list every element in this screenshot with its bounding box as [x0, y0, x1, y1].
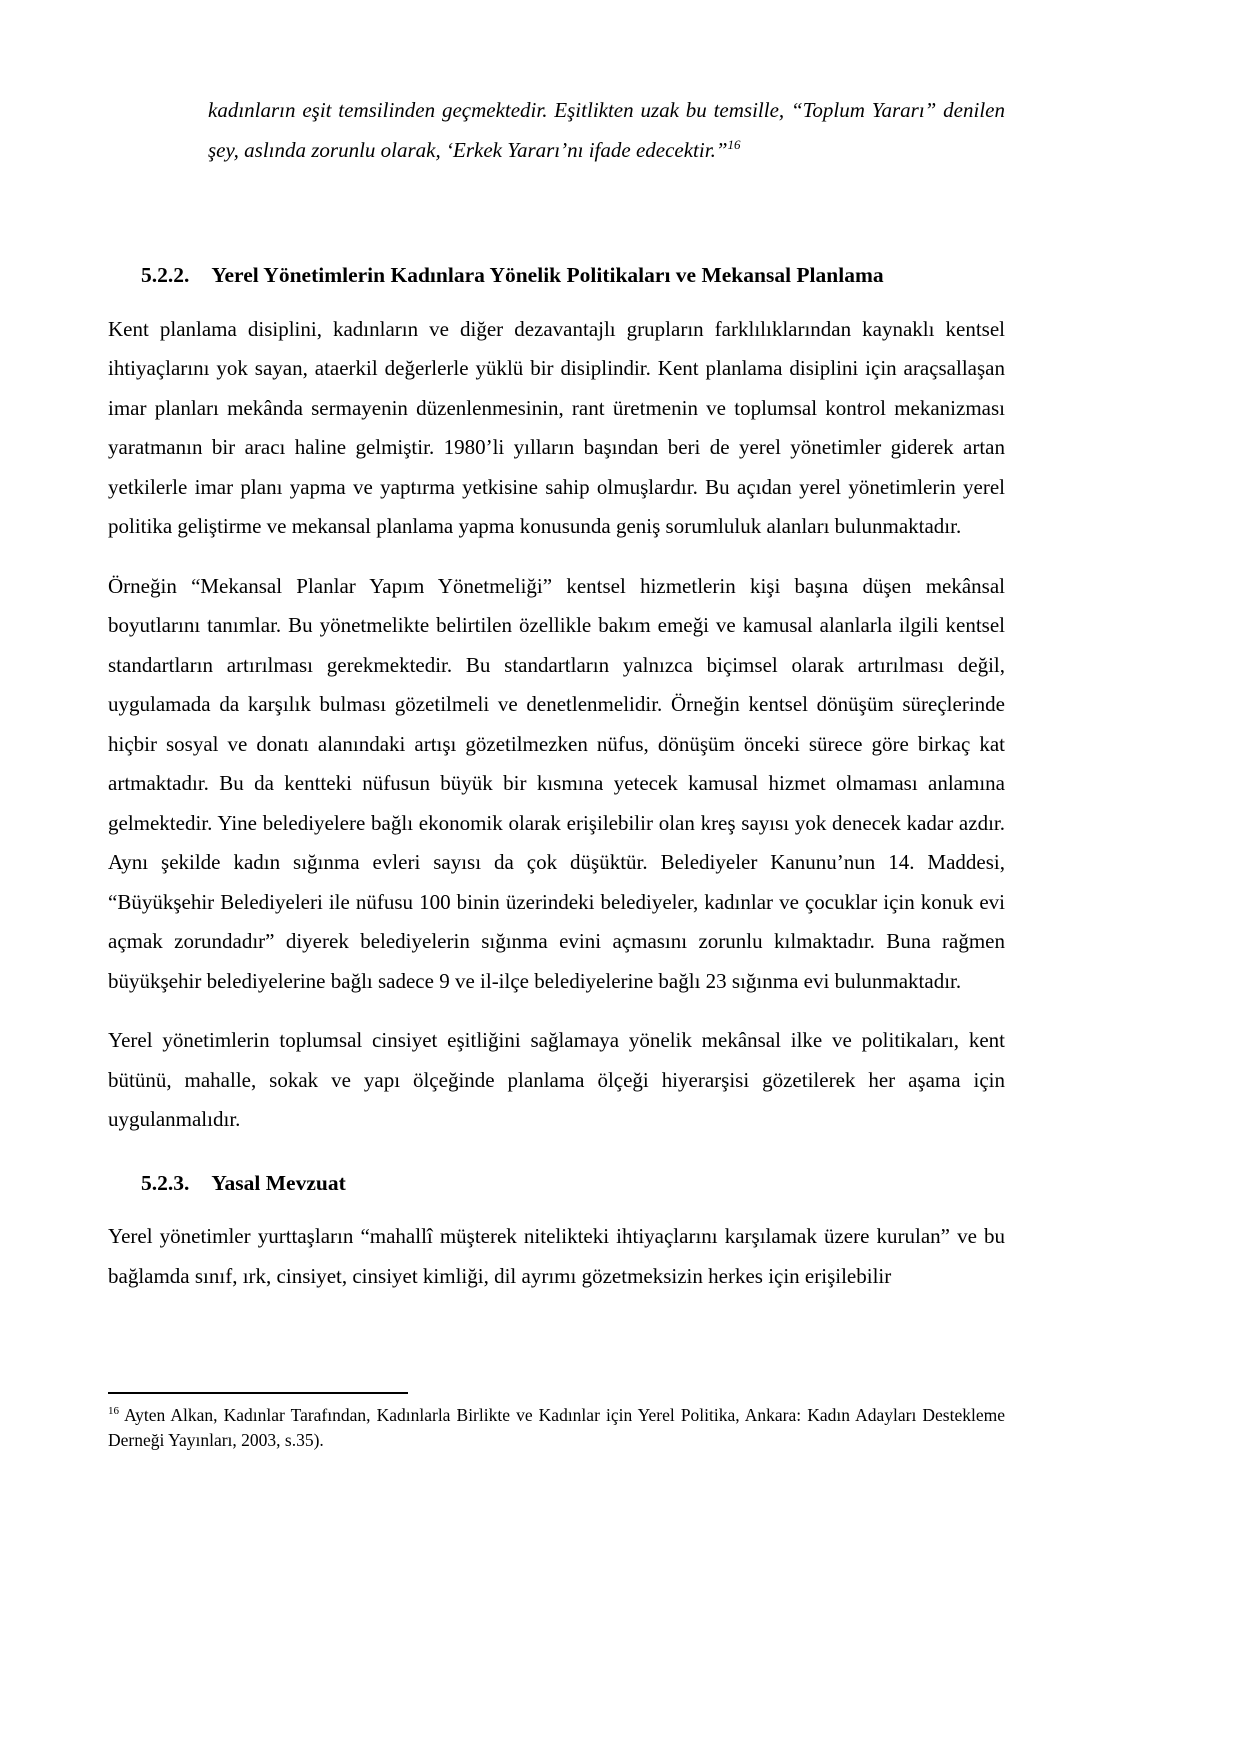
footnote-separator-line [108, 1392, 408, 1394]
body-paragraph: Yerel yönetimlerin toplumsal cinsiyet eşitliğini sağlamaya yönelik mekânsal ilke ve politikaları, kent bütünü, mahalle, sokak ve yapı ölçeğinde planlama ölçeği hiyerarşisi gözetilerek her aşama için uygulanmalıdır. [108, 1028, 1005, 1131]
section-heading-5-2-3 [141, 1164, 1005, 1204]
body-paragraph: Örneğin “Mekansal Planlar Yapım Yönetmeliği” kentsel hizmetlerin kişi başına düşen mekânsal boyutlarını tanımlar. Bu yönetmelikte belirtilen özellikle bakım emeği ve kamusal alanlarla ilgili kentsel standartların artırılması gerekmektedir. Bu standartların yalnızca biçimsel olarak artırılması değil, uygulamada da karşılık bulması gözetilmeli ve denetlenmelidir. Örneğin kentsel dönüşüm süreçlerinde hiçbir sosyal ve donatı alanındaki artışı gözetilmezken nüfus, dönüşüm önceki sürece göre birkaç kat artmaktadır. Bu da kentteki nüfusun büyük bir kısmına yetecek kamusal hizmet olmaması anlamına gelmektedir. Yine belediyelere bağlı ekonomik olarak erişilebilir olan kreş sayısı yok denecek kadar azdır. Aynı şekilde kadın sığınma evleri sayısı da çok düşüktür. Belediyeler Kanunu’nun 14. Maddesi, “Büyükşehir Belediyeleri ile nüfusu 100 binin üzerindeki belediyeler, kadınlar ve çocuklar için konuk evi açmak zorundadır” diyerek belediyelerin sığınma evini açmasını zorunlu kılmaktadır. Buna rağmen büyükşehir belediyelerine bağlı sadece 9 ve il-ilçe belediyelerine bağlı 23 sığınma evi bulunmaktadır. [108, 573, 1005, 993]
section-number: 5.2.3. [141, 1170, 190, 1195]
body-paragraph: Yerel yönetimler yurttaşların “mahallî müşterek nitelikteki ihtiyaçlarını karşılamak üzere kurulan” ve bu bağlamda sınıf, ırk, cinsiyet, cinsiyet kimliği, dil ayrımı gözetmeksizin herkes için erişilebilir [108, 1224, 1005, 1288]
section-title: Yerel Yönetimlerin Kadınlara Yönelik Politikaları ve Mekansal Planlama [211, 263, 884, 287]
footnote [108, 1403, 1005, 1453]
footnote-reference-marker: 16 [727, 137, 741, 152]
footnote-number: 16 [108, 1405, 119, 1418]
footnote-body-text: Ayten Alkan, Kadınlar Tarafından, Kadınlarla Birlikte ve Kadınlar için Yerel Politika, Ankara: Kadın Adayları Destekleme Derneği Yayınları, 2003, s.35). [108, 1405, 1005, 1450]
footnote-area [108, 1392, 1005, 1453]
section-title: Yasal Mevzuat [211, 1170, 346, 1195]
quote-text: kadınların eşit temsilinden geçmektedir. Eşitlikten uzak bu temsille, “Toplum Yararı” denilen şey, aslında zorunlu olarak, ‘Erkek Yararı’nı ifade edecektir.” [208, 98, 1005, 162]
section-number: 5.2.2. [141, 263, 190, 287]
body-paragraph: Kent planlama disiplini, kadınların ve diğer dezavantajlı grupların farklılıklarından kaynaklı kentsel ihtiyaçlarını yok sayan, ataerkil değerlerle yüklü bir disiplindir. Kent planlama disiplini için araçsallaşan imar planları mekânda sermayenin düzenlenmesinin, rant üretmenin ve toplumsal kontrol mekanizması yaratmanın bir aracı haline gelmiştir. 1980’li yılların başından beri de yerel yönetimler giderek artan yetkilerle imar planı yapma ve yaptırma yetkisine sahip olmuşlardır. Bu açıdan yerel yönetimlerin yerel politika geliştirme ve mekansal planlama yapma konusunda geniş sorumluluk alanları bulunmaktadır. [108, 316, 1005, 538]
block-quote [208, 90, 1005, 170]
section-heading-5-2-2 [141, 256, 1005, 296]
